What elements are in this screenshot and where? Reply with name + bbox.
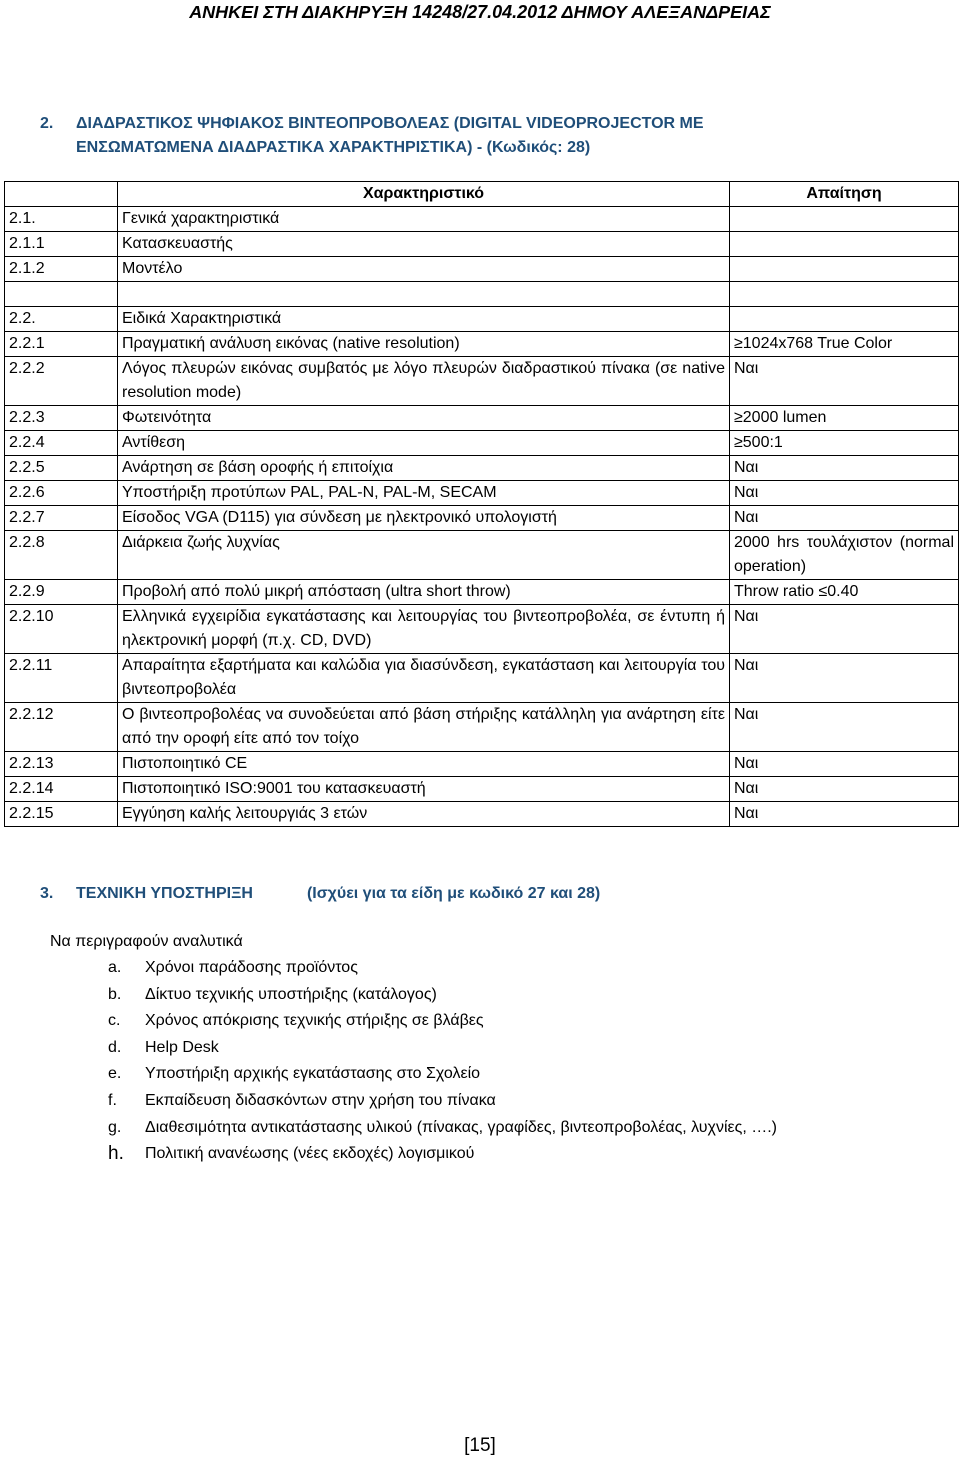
row-requirement: Ναι: [730, 506, 959, 531]
row-characteristic: Ανάρτηση σε βάση οροφής ή επιτοίχια: [118, 456, 730, 481]
list-item-text: Χρόνοι παράδοσης προϊόντος: [145, 959, 358, 976]
list-item-text: Χρόνος απόκρισης τεχνικής στήριξης σε βλάβες: [145, 1012, 484, 1030]
row-characteristic: Είσοδος VGA (D115) για σύνδεση με ηλεκτρονικό υπολογιστή: [118, 506, 730, 531]
table-row: [5, 506, 959, 531]
table-row: [5, 207, 959, 232]
list-marker: h.: [108, 1143, 124, 1165]
requirement-value: 500:1: [742, 434, 783, 451]
row-code: 2.2.: [5, 307, 118, 332]
greater-equal-icon: ≥: [734, 409, 743, 426]
list-item: [108, 1141, 828, 1168]
list-item: [108, 1035, 828, 1062]
row-code: 2.2.8: [5, 531, 118, 580]
table-row: [5, 431, 959, 456]
requirement-value: 2000 lumen: [742, 409, 827, 426]
row-characteristic: Γενικά χαρακτηριστικά: [118, 207, 730, 232]
greater-equal-icon: ≥: [734, 335, 743, 352]
row-requirement: Ναι: [730, 752, 959, 777]
table-row: [5, 257, 959, 282]
row-requirement: [730, 232, 959, 257]
requirement-value: 1024x768 True Color: [742, 335, 893, 352]
list-marker: e.: [108, 1065, 122, 1083]
row-requirement: Ναι: [730, 654, 959, 703]
row-code: 2.2.11: [5, 654, 118, 703]
list-marker: a.: [108, 959, 122, 976]
list-marker: d.: [108, 1038, 122, 1056]
row-characteristic: Αντίθεση: [118, 431, 730, 456]
header-requirement: Απαίτηση: [730, 182, 959, 207]
table-row: [5, 703, 959, 752]
row-code: 2.2.6: [5, 481, 118, 506]
document-header: ΑΝΗΚΕΙ ΣΤΗ ΔΙΑΚΗΡΥΞΗ 14248/27.04.2012 ΔΗΜΟΥ ΑΛΕΞΑΝΔΡΕΙΑΣ: [189, 2, 771, 22]
table-row: [5, 531, 959, 580]
list-item: [108, 1008, 828, 1035]
row-characteristic: Πραγματική ανάλυση εικόνας (native resolution): [118, 332, 730, 357]
row-code: 2.1.2: [5, 257, 118, 282]
table-row: [5, 406, 959, 431]
row-requirement: Ναι: [730, 481, 959, 506]
row-characteristic: Πιστοποιητικό ISO:9001 του κατασκευαστή: [118, 777, 730, 802]
row-characteristic: Διάρκεια ζωής λυχνίας: [118, 531, 730, 580]
table-row: [5, 654, 959, 703]
list-marker: f.: [108, 1091, 117, 1109]
section-2-number: 2.: [40, 115, 54, 132]
table-row: [5, 282, 959, 307]
header-characteristic: Χαρακτηριστικό: [118, 182, 730, 207]
list-item-text: Διαθεσιμότητα αντικατάστασης υλικού (πίνακας, γραφίδες, βιντεοπροβολέας, λυχνίες, ….): [145, 1118, 778, 1136]
row-characteristic: Απαραίτητα εξαρτήματα και καλώδια για διασύνδεση, εγκατάσταση και λειτουργία του βιντεοπροβολέα: [118, 654, 730, 703]
list-item-text: Δίκτυο τεχνικής υποστήριξης (κατάλογος): [145, 985, 437, 1003]
section-3-heading: ΤΕΧΝΙΚΗ ΥΠΟΣΤΗΡΙΞΗ: [76, 885, 253, 902]
row-code: 2.2.3: [5, 406, 118, 431]
row-characteristic: Φωτεινότητα: [118, 406, 730, 431]
row-code: 2.2.7: [5, 506, 118, 531]
row-requirement: Ναι: [730, 802, 959, 827]
row-requirement: [730, 282, 959, 307]
row-characteristic: Μοντέλο: [118, 257, 730, 282]
table-row: [5, 357, 959, 406]
row-characteristic: Προβολή από πολύ μικρή απόσταση (ultra short throw): [118, 580, 730, 605]
row-characteristic: Λόγος πλευρών εικόνας συμβατός με λόγο πλευρών διαδραστικού πίνακα (σε native resolution mode): [118, 357, 730, 406]
table-row: [5, 481, 959, 506]
row-code: 2.2.12: [5, 703, 118, 752]
row-code: [5, 282, 118, 307]
row-requirement: Ναι: [730, 357, 959, 406]
row-code: 2.2.2: [5, 357, 118, 406]
section-3-note: (Ισχύει για τα είδη με κωδικό 27 και 28): [306, 885, 601, 902]
row-code: 2.2.9: [5, 580, 118, 605]
spec-table: [4, 181, 959, 827]
table-row: [5, 580, 959, 605]
table-row: [5, 232, 959, 257]
section-3-title: [40, 882, 920, 906]
row-characteristic: Ειδικά Χαρακτηριστικά: [118, 307, 730, 332]
row-requirement: [730, 332, 959, 357]
section-2-title-line1: ΔΙΑΔΡΑΣΤΙΚΟΣ ΨΗΦΙΑΚΟΣ ΒΙΝΤΕΟΠΡΟΒΟΛΕΑΣ (DIGITAL VIDEOPROJECTOR ΜΕ: [76, 115, 704, 132]
greater-equal-icon: ≥: [734, 434, 743, 451]
row-characteristic: Ελληνικά εγχειρίδια εγκατάστασης και λειτουργίας του βιντεοπροβολέα, σε έντυπη ή ηλεκτρονική μορφή (π.χ. CD, DVD): [118, 605, 730, 654]
row-code: 2.2.15: [5, 802, 118, 827]
list-item: [108, 1088, 828, 1115]
list-marker: g.: [108, 1118, 122, 1136]
row-code: 2.1.: [5, 207, 118, 232]
row-characteristic: Εγγύηση καλής λειτουργιάς 3 ετών: [118, 802, 730, 827]
row-requirement: Ναι: [730, 456, 959, 481]
row-characteristic: Κατασκευαστής: [118, 232, 730, 257]
table-row: [5, 332, 959, 357]
list-item: [108, 1061, 828, 1088]
row-requirement: 2000 hrs τουλάχιστον (normal operation): [730, 531, 959, 580]
row-characteristic: Ο βιντεοπροβολέας να συνοδεύεται από βάση στήριξης κατάλληλη για ανάρτηση είτε από την οροφή είτε από τον τοίχο: [118, 703, 730, 752]
row-code: 2.2.14: [5, 777, 118, 802]
row-code: 2.2.13: [5, 752, 118, 777]
table-row: [5, 752, 959, 777]
row-code: 2.2.5: [5, 456, 118, 481]
row-requirement: [730, 207, 959, 232]
row-code: 2.2.10: [5, 605, 118, 654]
list-marker: b.: [108, 985, 122, 1003]
page-number: [15]: [464, 1435, 496, 1456]
table-row: [5, 802, 959, 827]
table-row: [5, 456, 959, 481]
row-requirement: Ναι: [730, 703, 959, 752]
row-code: 2.1.1: [5, 232, 118, 257]
row-characteristic: [118, 282, 730, 307]
list-item-text: Υποστήριξη αρχικής εγκατάστασης στο Σχολείο: [145, 1065, 481, 1083]
section-3-number: 3.: [40, 885, 54, 902]
list-item: [108, 955, 828, 982]
section-2-title: [40, 112, 920, 160]
row-requirement: [730, 406, 959, 431]
list-marker: c.: [108, 1012, 121, 1030]
row-requirement: [730, 257, 959, 282]
list-item: [108, 1115, 828, 1142]
support-items-list: [108, 955, 828, 1168]
section-2-title-line2: ΕΝΣΩΜΑΤΩΜΕΝΑ ΔΙΑΔΡΑΣΤΙΚΑ ΧΑΡΑΚΤΗΡΙΣΤΙΚΑ) - (Κωδικός: 28): [76, 139, 591, 156]
list-item: [108, 982, 828, 1009]
section-3-lead: Να περιγραφούν αναλυτικά: [50, 933, 243, 950]
row-requirement: Ναι: [730, 777, 959, 802]
list-item-text: Πολιτική ανανέωσης (νέες εκδοχές) λογισμικού: [145, 1145, 475, 1163]
row-requirement: Throw ratio ≤0.40: [730, 580, 959, 605]
list-item-text: Help Desk: [145, 1038, 219, 1056]
row-code: 2.2.1: [5, 332, 118, 357]
row-characteristic: Υποστήριξη προτύπων PAL, PAL-N, PAL-M, SECAM: [118, 481, 730, 506]
list-item-text: Εκπαίδευση διδασκόντων στην χρήση του πίνακα: [145, 1091, 496, 1109]
row-requirement: Ναι: [730, 605, 959, 654]
table-row: [5, 777, 959, 802]
table-row: [5, 605, 959, 654]
row-code: 2.2.4: [5, 431, 118, 456]
row-characteristic: Πιστοποιητικό CE: [118, 752, 730, 777]
row-requirement: [730, 431, 959, 456]
spec-table-header: [5, 182, 959, 207]
row-requirement: [730, 307, 959, 332]
table-row: [5, 307, 959, 332]
